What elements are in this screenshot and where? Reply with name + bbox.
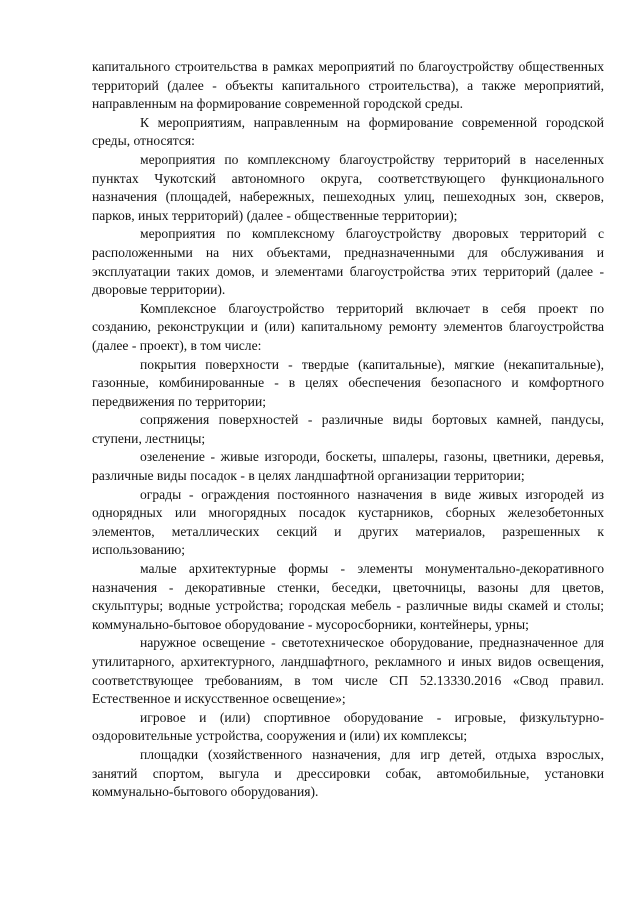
paragraph-courtyard-territories: мероприятия по комплексному благоустройству дворовых территорий с расположенными на них объектами, предназначенными для обслуживания и эксплуатации таких домов, и элементами благоустройства этих территорий (далее - дворовые территории). — [92, 226, 604, 298]
paragraph-intro-continuation: капитального строительства в рамках мероприятий по благоустройству общественных территорий (далее - объекты капитального строительства), а также мероприятий, направленным на формирование современной городской среды. — [92, 59, 604, 112]
document-page — [92, 58, 604, 802]
paragraph-outdoor-lighting: наружное освещение - светотехническое оборудование, предназначенное для утилитарного, архитектурного, ландшафтного, рекламного и иных видов освещения, соответствующее требованиям, в том числе СП 52.13330.2016 «Свод правил. Естественное и искусственное освещение»; — [92, 635, 604, 707]
paragraph-measures-intro: К мероприятиям, направленным на формирование современной городской среды, относятся: — [92, 114, 604, 149]
paragraph-comprehensive-improvement: Комплексное благоустройство территорий включает в себя проект по созданию, реконструкции и (или) капитальному ремонту элементов благоустройства (далее - проект), в том числе: — [92, 300, 604, 353]
paragraph-play-sports-equipment: игровое и (или) спортивное оборудование - игровые, физкультурно-оздоровительные устройства, сооружения и (или) их комплексы; — [92, 709, 604, 744]
paragraph-small-architectural-forms: малые архитектурные формы - элементы монументально-декоративного назначения - декоративные стенки, беседки, цветочницы, вазоны для цветов, скульптуры; водные устройства; городская мебель - различные виды скамей и столы; коммунально-бытовое оборудование - мусоросборники, контейнеры, урны; — [92, 561, 604, 632]
paragraph-surface-coverings: покрытия поверхности - твердые (капитальные), мягкие (некапитальные), газонные, комбинированные - в целях обеспечения безопасного и комфортного передвижения по территории; — [92, 356, 604, 409]
paragraph-sites: площадки (хозяйственного назначения, для игр детей, отдыха взрослых, занятий спортом, выгула и дрессировки собак, автомобильные, установки коммунально-бытового оборудования). — [92, 746, 604, 800]
paragraph-surface-junctions: сопряжения поверхностей - различные виды бортовых камней, пандусы, ступени, лестницы; — [92, 412, 604, 446]
paragraph-landscaping: озеленение - живые изгороди, боскеты, шпалеры, газоны, цветники, деревья, различные виды посадок - в целях ландшафтной организации территории; — [92, 449, 604, 484]
paragraph-fences: ограды - ограждения постоянного назначения в виде живых изгородей из однорядных или многорядных посадок кустарников, сборных железобетонных элементов, металлических секций и других материалов, разрешенных к использованию; — [92, 486, 604, 558]
paragraph-public-territories: мероприятия по комплексному благоустройству территорий в населенных пунктах Чукотский автономного округа, соответствующего функционального назначения (площадей, набережных, пешеходных улиц, пешеходных зон, скверов, парков, иных территорий) (далее - общественные территории); — [92, 151, 604, 223]
